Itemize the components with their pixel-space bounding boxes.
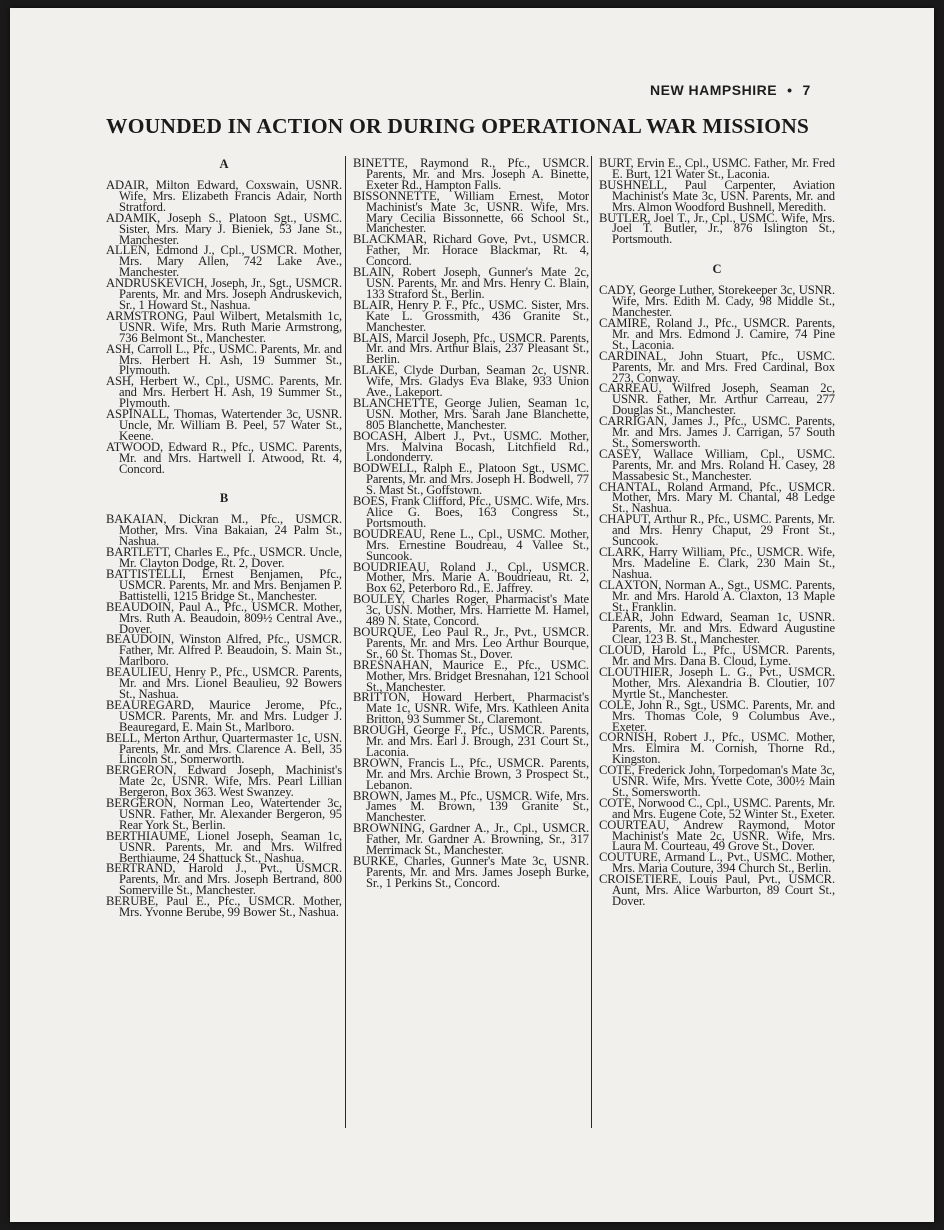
casualty-entry: COLE, John R., Sgt., USMC. Parents, Mr. and Mrs. Thomas Cole, 9 Columbus Ave., Exeter. [599, 697, 835, 734]
bullet-separator: • [787, 82, 793, 98]
casualty-entry: BOCASH, Albert J., Pvt., USMC. Mother, Mrs. Malvina Bocash, Litchfield Rd., Londonderry. [353, 428, 589, 465]
casualty-entry: BLACKMAR, Richard Gove, Pvt., USMCR. Father, Mr. Horace Blackmar, Rt. 4, Concord. [353, 232, 589, 269]
column-3 [599, 158, 835, 907]
casualty-entry: BLANCHETTE, George Julien, Seaman 1c, USN. Mother, Mrs. Sarah Jane Blanchette, 805 Blanchette, Manchester. [353, 395, 589, 432]
casualty-entry: BATTISTELLI, Ernest Benjamen, Pfc., USMCR. Parents, Mr. and Mrs. Benjamen P. Battistelli, 1215 Bridge St., Manchester. [106, 567, 342, 603]
casualty-entry: CORNISH, Robert J., Pfc., USMC. Mother, Mrs. Elmira M. Cornish, Thorne Rd., Kingston. [599, 730, 835, 767]
page-number: 7 [802, 82, 811, 98]
casualty-entry: CARDINAL, John Stuart, Pfc., USMC. Parents, Mr. and Mrs. Fred Cardinal, Box 273, Conway. [599, 348, 835, 385]
section-letter-a: A [219, 157, 229, 171]
casualty-entry: BISSONNETTE, William Ernest, Motor Machinist's Mate 3c, USNR. Wife, Mrs. Mary Cecilia Bissonnette, 66 School St., Manchester. [353, 188, 589, 236]
page-header [650, 82, 811, 98]
casualty-entry: ASPINALL, Thomas, Watertender 3c, USNR. Uncle, Mr. William B. Peel, 57 Water St., Keene. [106, 407, 342, 443]
casualty-entry: BARTLETT, Charles E., Pfc., USMCR. Uncle, Mr. Clayton Dodge, Rt. 2, Dover. [106, 545, 342, 571]
casualty-entry: CARREAU, Wilfred Joseph, Seaman 2c, USNR. Father, Mr. Arthur Carreau, 277 Douglas St., Manchester. [599, 381, 835, 418]
casualty-entry: COTE, Frederick John, Torpedoman's Mate 3c, USNR. Wife, Mrs. Yvette Cote, 300½ Main St., Somersworth. [599, 763, 835, 799]
casualty-entry: BERUBE, Paul E., Pfc., USMCR. Mother, Mrs. Yvonne Berube, 99 Bower St., Nashua. [106, 894, 342, 920]
casualty-entry: BUSHNELL, Paul Carpenter, Aviation Machinist's Mate 3c, USN. Parents, Mr. and Mrs. Almon Woodford Bushnell, Meredith. [599, 177, 835, 214]
casualty-entry: CLEAR, John Edward, Seaman 1c, USNR. Parents, Mr. and Mrs. Edward Augustine Clear, 123 B. St., Manchester. [599, 610, 835, 647]
casualty-entry: BURKE, Charles, Gunner's Mate 3c, USNR. Parents, Mr. and Mrs. James Joseph Burke, Sr., 1 Perkins St., Concord. [353, 854, 589, 890]
casualty-entry: ARMSTRONG, Paul Wilbert, Metalsmith 1c, USNR. Wife, Mrs. Ruth Marie Armstrong, 736 Belmont St., Manchester. [106, 308, 342, 345]
casualty-entry: BINETTE, Raymond R., Pfc., USMCR. Parents, Mr. and Mrs. Joseph A. Binette, Exeter Rd., Hampton Falls. [353, 156, 589, 192]
casualty-entry: COURTEAU, Andrew Raymond, Motor Machinist's Mate 2c, USNR. Wife, Mrs. Laura M. Courteau, 49 Grove St., Dover. [599, 817, 835, 854]
casualty-entry: BEAUDOIN, Paul A., Pfc., USMCR. Mother, Mrs. Ruth A. Beaudoin, 809½ Central Ave., Dover. [106, 599, 342, 636]
section-letter-b: B [219, 491, 229, 506]
casualty-entry: BLAIR, Henry P. F., Pfc., USMC. Sister, Mrs. Kate L. Grossmith, 436 Granite St., Manchester. [353, 297, 589, 334]
casualty-entry: CLARK, Harry William, Pfc., USMCR. Wife, Mrs. Madeline E. Clark, 230 Main St., Nashua. [599, 545, 835, 581]
casualty-entry: BLAIN, Robert Joseph, Gunner's Mate 2c, USN. Parents, Mr. and Mrs. Henry C. Blain, 133 Straford St., Berlin. [353, 265, 589, 301]
casualty-entry: BERGERON, Norman Leo, Watertender 3c, USNR. Father, Mr. Alexander Bergeron, 95 Rear York St., Berlin. [106, 796, 342, 832]
casualty-entry: BELL, Merton Arthur, Quartermaster 1c, USN. Parents, Mr. and Mrs. Clarence A. Bell, 35 Lincoln St., Somerworth. [106, 730, 342, 767]
casualty-entry: BUTLER, Joel T., Jr., Cpl., USMC. Wife, Mrs. Joel T. Butler, Jr., 876 Islington St., Portsmouth. [599, 210, 835, 247]
casualty-entry: CADY, George Luther, Storekeeper 3c, USNR. Wife, Mrs. Edith M. Cady, 98 Middle St., Manchester. [599, 283, 835, 320]
casualty-entry: ADAMIK, Joseph S., Platoon Sgt., USMC. Sister, Mrs. Mary J. Bieniek, 53 Jane St., Manchester. [106, 210, 342, 247]
casualty-entry: BOURQUE, Leo Paul R., Jr., Pvt., USMCR. Parents, Mr. and Mrs. Leo Arthur Bourque, Sr., 60 St. Thomas St., Dover. [353, 624, 589, 661]
casualty-entry: CROISETIERE, Louis Paul, Pvt., USMCR. Aunt, Mrs. Alice Warburton, 89 Court St., Dover. [599, 872, 835, 908]
casualty-entry: BOES, Frank Clifford, Pfc., USMC. Wife, Mrs. Alice G. Boes, 163 Congress St., Portsmouth. [353, 494, 589, 530]
casualty-entry: ATWOOD, Edward R., Pfc., USMC. Parents, Mr. and Mrs. Hartwell I. Atwood, Rt. 4, Concord. [106, 439, 342, 476]
casualty-entry: BRESNAHAN, Maurice E., Pfc., USMC. Mother, Mrs. Bridget Bresnahan, 121 School St., Manchester. [353, 657, 589, 694]
casualty-entry: BEAULIEU, Henry P., Pfc., USMCR. Parents, Mr. and Mrs. Lionel Beaulieu, 92 Bowers St., Nashua. [106, 665, 342, 701]
column-divider [345, 156, 346, 1128]
casualty-entry: BERGERON, Edward Joseph, Machinist's Mate 2c, USNR. Wife, Mrs. Pearl Lillian Bergeron, Box 363. West Swanzey. [106, 763, 342, 800]
column-2 [353, 158, 589, 889]
casualty-entry: CLOUTHIER, Joseph L. G., Pvt., USMCR. Mother, Mrs. Alexandria B. Cloutier, 107 Myrtle St., Manchester. [599, 664, 835, 701]
casualty-entry: BERTHIAUME, Lionel Joseph, Seaman 1c, USNR. Parents, Mr. and Mrs. Wilfred Berthiaume, 24 Shattuck St., Nashua. [106, 828, 342, 865]
casualty-entry: BROWN, Francis L., Pfc., USMCR. Parents, Mr. and Mrs. Archie Brown, 3 Prospect St., Lebanon. [353, 755, 589, 792]
page-title: WOUNDED IN ACTION OR DURING OPERATIONAL WAR MISSIONS [106, 114, 810, 138]
section-letter-c: C [712, 262, 722, 277]
casualty-entry: ASH, Herbert W., Cpl., USMC. Parents, Mr. and Mrs. Herbert H. Ash, 19 Summer St., Plymouth. [106, 374, 342, 411]
casualty-entry: ANDRUSKEVICH, Joseph, Jr., Sgt., USMCR. Parents, Mr. and Mrs. Joseph Andruskevich, Sr., 1 Howard St., Nashua. [106, 276, 342, 312]
casualty-entry: CHAPUT, Arthur R., Pfc., USMC. Parents, Mr. and Mrs. Henry Chaput, 29 Front St., Suncook. [599, 512, 835, 549]
casualty-entry: BROWNING, Gardner A., Jr., Cpl., USMCR. Father, Mr. Gardner A. Browning, Sr., 317 Merrimack St., Manchester. [353, 821, 589, 858]
casualty-entry: ALLEN, Edmond J., Cpl., USMCR. Mother, Mrs. Mary Allen, 742 Lake Ave., Manchester. [106, 243, 342, 280]
casualty-entry: CLAXTON, Norman A., Sgt., USMC. Parents, Mr. and Mrs. Harold A. Claxton, 13 Maple St., Franklin. [599, 577, 835, 614]
casualty-entry: ADAIR, Milton Edward, Coxswain, USNR. Wife, Mrs. Elizabeth Francis Adair, North Stratford. [106, 178, 342, 214]
casualty-entry: CARRIGAN, James J., Pfc., USMC. Parents, Mr. and Mrs. James J. Carrigan, 57 South St., Somersworth. [599, 414, 835, 450]
casualty-entry: BROWN, James M., Pfc., USMCR. Wife, Mrs. James M. Brown, 139 Granite St., Manchester. [353, 788, 589, 825]
casualty-entry: BLAKE, Clyde Durban, Seaman 2c, USNR. Wife, Mrs. Gladys Eva Blake, 933 Union Ave., Lakeport. [353, 363, 589, 400]
casualty-entry: BERTRAND, Harold J., Pvt., USMCR. Parents, Mr. and Mrs. Joseph Bertrand, 800 Somerville St., Manchester. [106, 861, 342, 898]
casualty-entry: CLOUD, Harold L., Pfc., USMCR. Parents, Mr. and Mrs. Dana B. Cloud, Lyme. [599, 643, 835, 669]
column-1 [106, 158, 342, 918]
casualty-entry: CASEY, Wallace William, Cpl., USMC. Parents, Mr. and Mrs. Roland H. Casey, 28 Massabesic St., Manchester. [599, 446, 835, 483]
casualty-entry: BURT, Ervin E., Cpl., USMC. Father, Mr. Fred E. Burt, 121 Water St., Laconia. [599, 156, 835, 181]
casualty-entry: COUTURE, Armand L., Pvt., USMC. Mother, Mrs. Maria Couture, 394 Church St., Berlin. [599, 850, 835, 876]
casualty-entry: CAMIRE, Roland J., Pfc., USMCR. Parents, Mr. and Mrs. Edmond J. Camire, 74 Pine St., Laconia. [599, 315, 835, 352]
casualty-entry: BOUDREAU, Rene L., Cpl., USMC. Mother, Mrs. Ernestine Boudreau, 4 Vallee St., Suncook. [353, 526, 589, 563]
casualty-entry: BODWELL, Ralph E., Platoon Sgt., USMC. Parents, Mr. and Mrs. Joseph H. Bodwell, 77 S. Mast St., Goffstown. [353, 461, 589, 498]
casualty-entry: BROUGH, George F., Pfc., USMCR. Parents, Mr. and Mrs. Earl J. Brough, 231 Court St., Laconia. [353, 723, 589, 759]
casualty-entry: CHANTAL, Roland Armand, Pfc., USMCR. Mother, Mrs. Mary M. Chantal, 48 Ledge St., Nashua. [599, 479, 835, 516]
state-name: NEW HAMPSHIRE [650, 82, 778, 98]
casualty-entry: BLAIS, Marcil Joseph, Pfc., USMCR. Parents, Mr. and Mrs. Arthur Blais, 237 Pleasant St., Berlin. [353, 330, 589, 367]
casualty-entry: BEAUDOIN, Winston Alfred, Pfc., USMCR. Father, Mr. Alfred P. Beaudoin, S. Main St., Marlboro. [106, 632, 342, 669]
casualty-entry: BAKAIAN, Dickran M., Pfc., USMCR. Mother, Mrs. Vina Bakaian, 24 Palm St., Nashua. [106, 512, 342, 549]
casualty-entry: BOUDRIEAU, Roland J., Cpl., USMCR. Mother, Mrs. Marie A. Boudrieau, Rt. 2, Box 62, Peterboro Rd., E. Jaffrey. [353, 559, 589, 596]
document-page [10, 8, 934, 1222]
casualty-entry: ASH, Carroll L., Pfc., USMC. Parents, Mr. and Mrs. Herbert H. Ash, 19 Summer St., Plymouth. [106, 341, 342, 378]
casualty-entry: BOULEY, Charles Roger, Pharmacist's Mate 3c, USN. Mother, Mrs. Harriette M. Hamel, 489 N. State, Concord. [353, 592, 589, 629]
column-divider [591, 156, 592, 1128]
casualty-entry: BRITTON, Howard Herbert, Pharmacist's Mate 1c, USNR. Wife, Mrs. Kathleen Anita Britton, 93 Summer St., Claremont. [353, 690, 589, 727]
casualty-entry: BEAUREGARD, Maurice Jerome, Pfc., USMCR. Parents, Mr. and Mrs. Ludger J. Beauregard, E. Main St., Marlboro. [106, 697, 342, 734]
casualty-entry: COTE, Norwood C., Cpl., USMC. Parents, Mr. and Mrs. Eugene Cote, 52 Winter St., Exeter. [599, 795, 835, 821]
